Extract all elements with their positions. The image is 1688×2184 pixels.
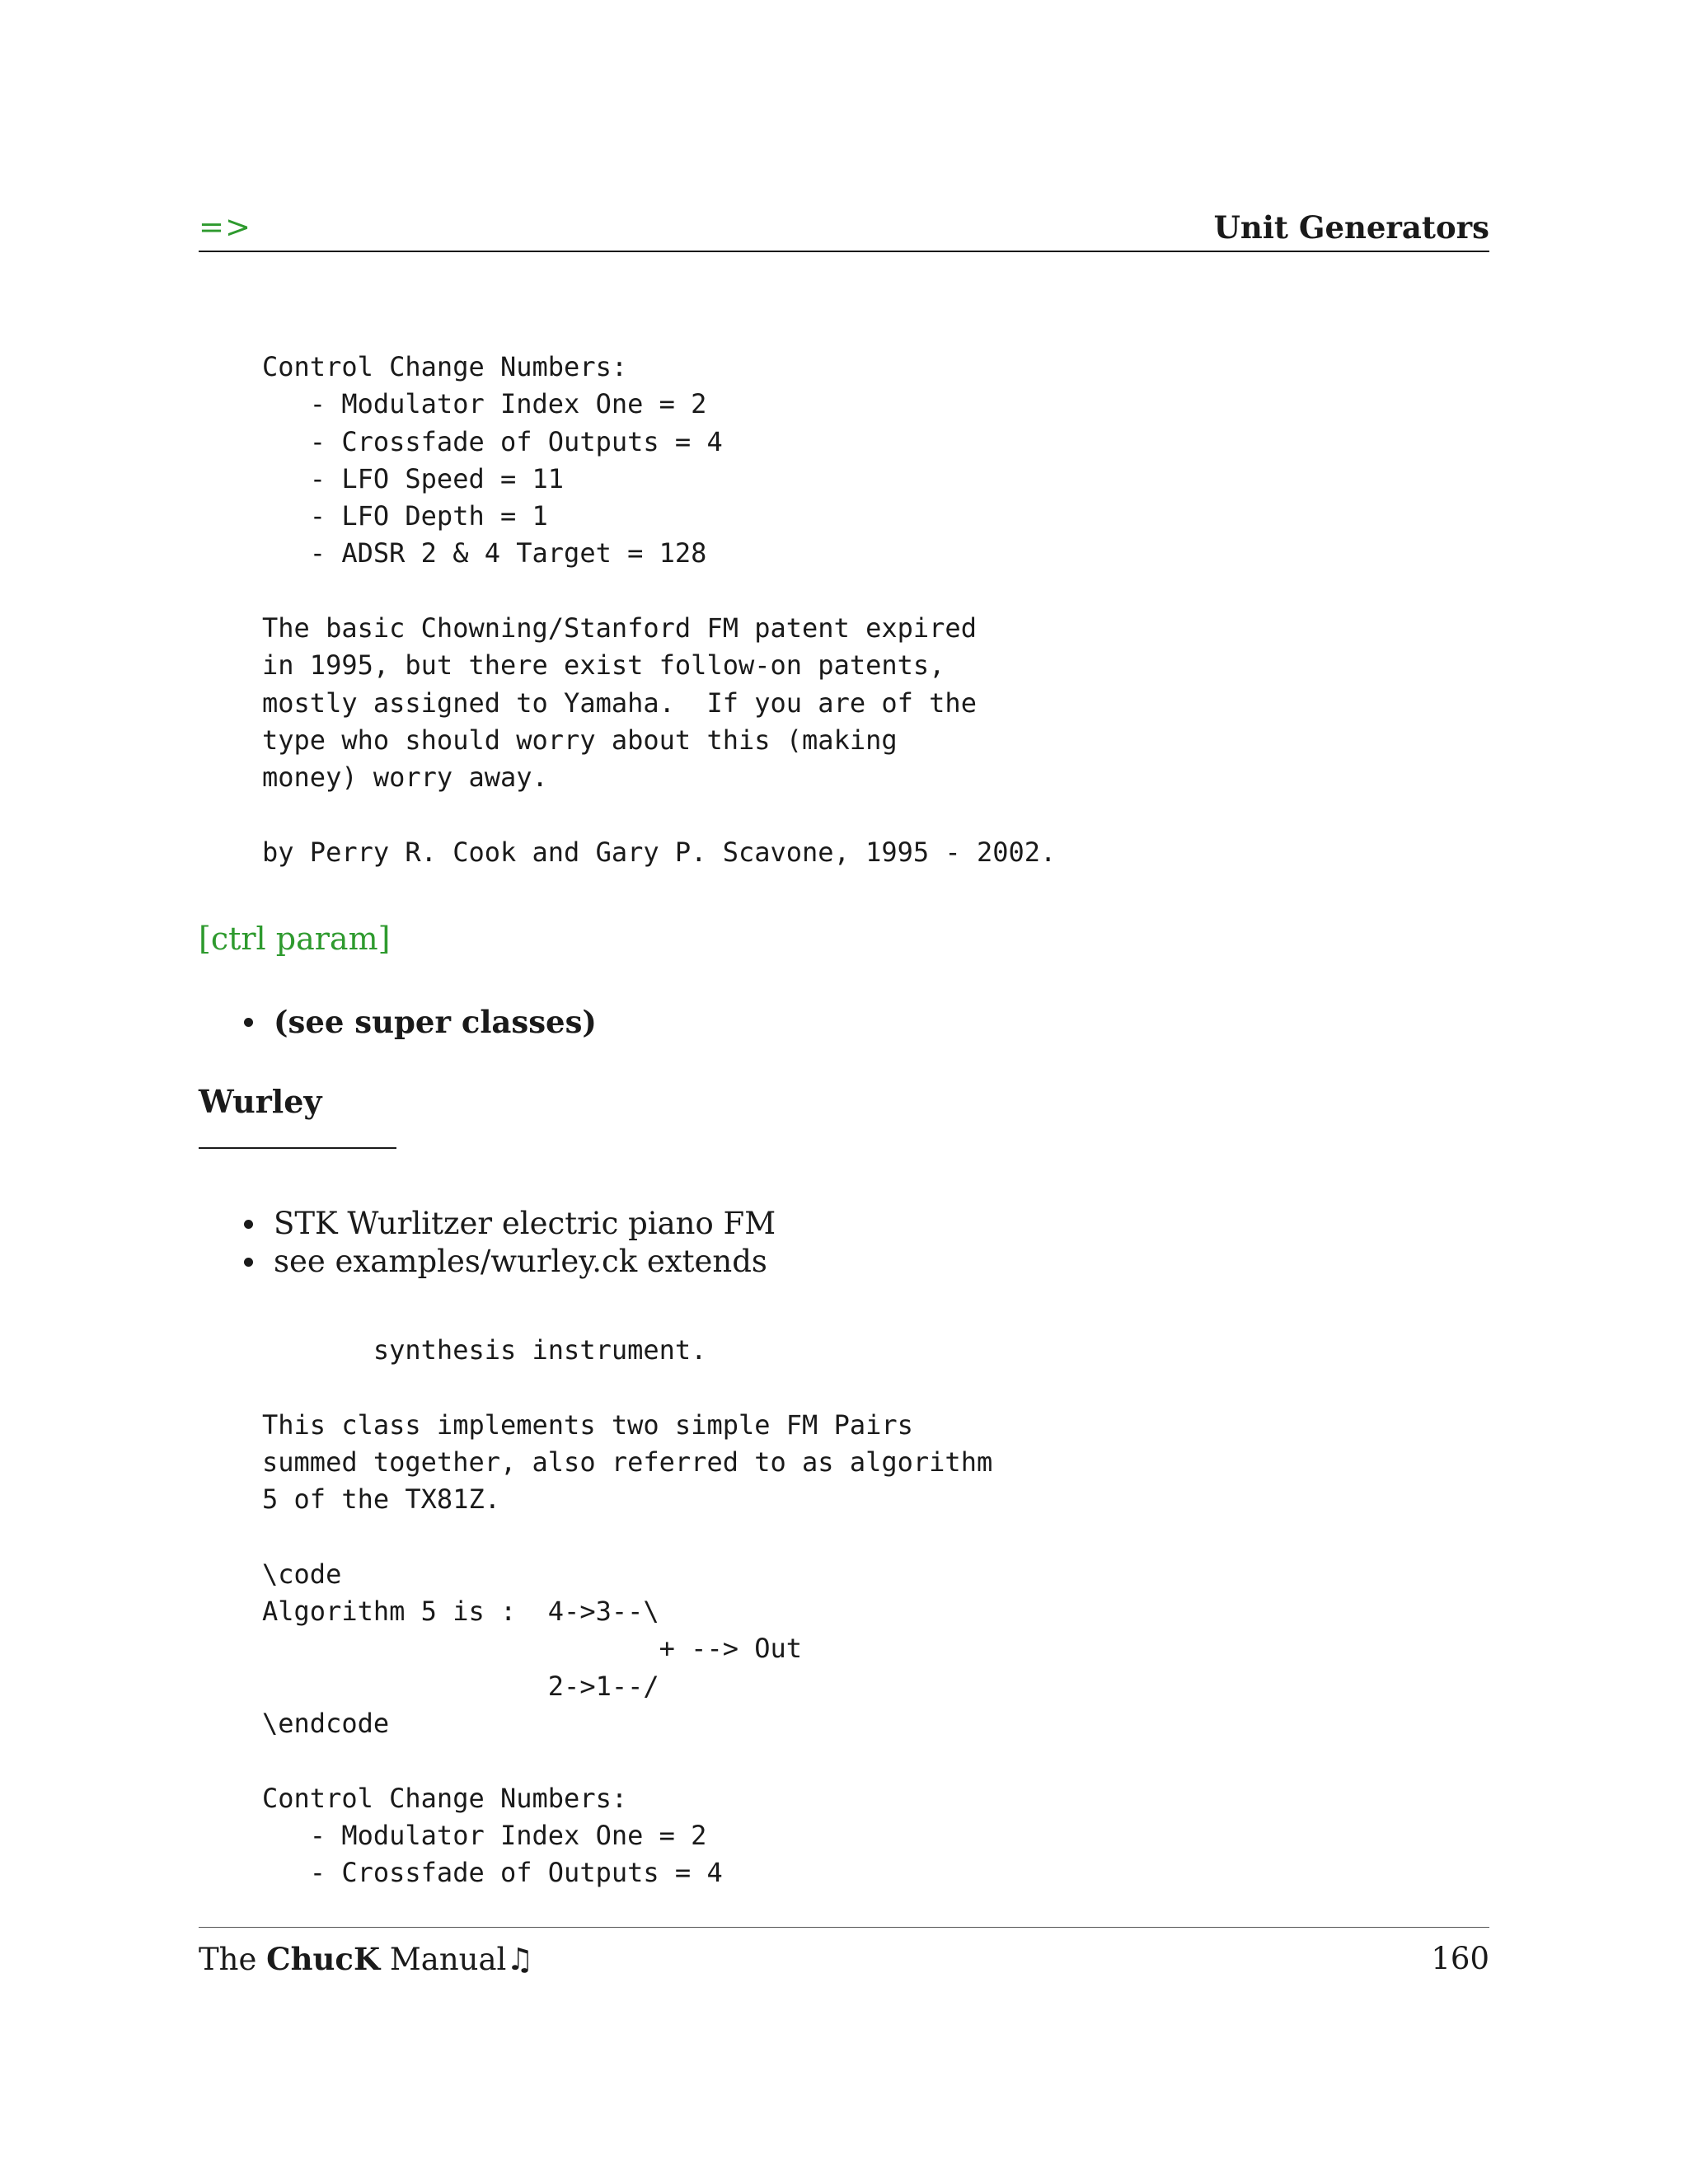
bullet-dot-icon [244,1220,253,1229]
header-chapter-title: Unit Generators [1213,209,1489,246]
footer-brand: ChucK [266,1941,381,1977]
footer-prefix: The [199,1942,257,1977]
page-number: 160 [1431,1941,1489,1976]
ctrl-param-list [241,1003,597,1041]
list-item-text: see examples/wurley.ck extends [274,1244,767,1279]
page-header [199,204,1489,252]
list-item [241,1003,597,1041]
list-item-text: (see super classes) [274,1004,597,1040]
list-item [241,1205,776,1243]
bullet-dot-icon [244,1018,253,1027]
footer-divider [199,1927,1489,1928]
footer-manual-title [199,1941,534,1977]
music-note-icon: ♫ [506,1942,534,1977]
list-item-text: STK Wurlitzer electric piano FM [274,1206,776,1241]
code-block-fm-description: Control Change Numbers: - Modulator Index One = 2 - Crossfade of Outputs = 4 - LFO Speed = 11 - LFO Depth = 1 - ADSR 2 & 4 Target = 128 The basic Chowning/Stanford FM patent expired in 1995, but there exist follow-on patents, mostly assigned to Yamaha. If you are of the type who should worry about this (making money) worry away. by Perry R. Cook and Gary P. Scavone, 1995 - 2002. [262,351,1057,868]
section-underline [199,1147,396,1149]
header-arrow-link[interactable]: => [199,209,252,245]
bullet-dot-icon [244,1258,253,1267]
wurley-description-list [241,1205,776,1281]
list-item [241,1243,776,1281]
footer-suffix: Manual [389,1942,507,1977]
code-block-wurley-description: synthesis instrument. This class implements two simple FM Pairs summed together, also referred to as algorithm 5 of the TX81Z. \code Algorithm 5 is : 4->3--\ + --> Out 2->1--/ \endcode Control Change Numbers: - Modulator Index One = 2 - Crossfade of Outputs = 4 [262,1334,993,1889]
ctrl-param-label: [ctrl param] [199,921,391,957]
section-title-wurley: Wurley [199,1083,322,1120]
